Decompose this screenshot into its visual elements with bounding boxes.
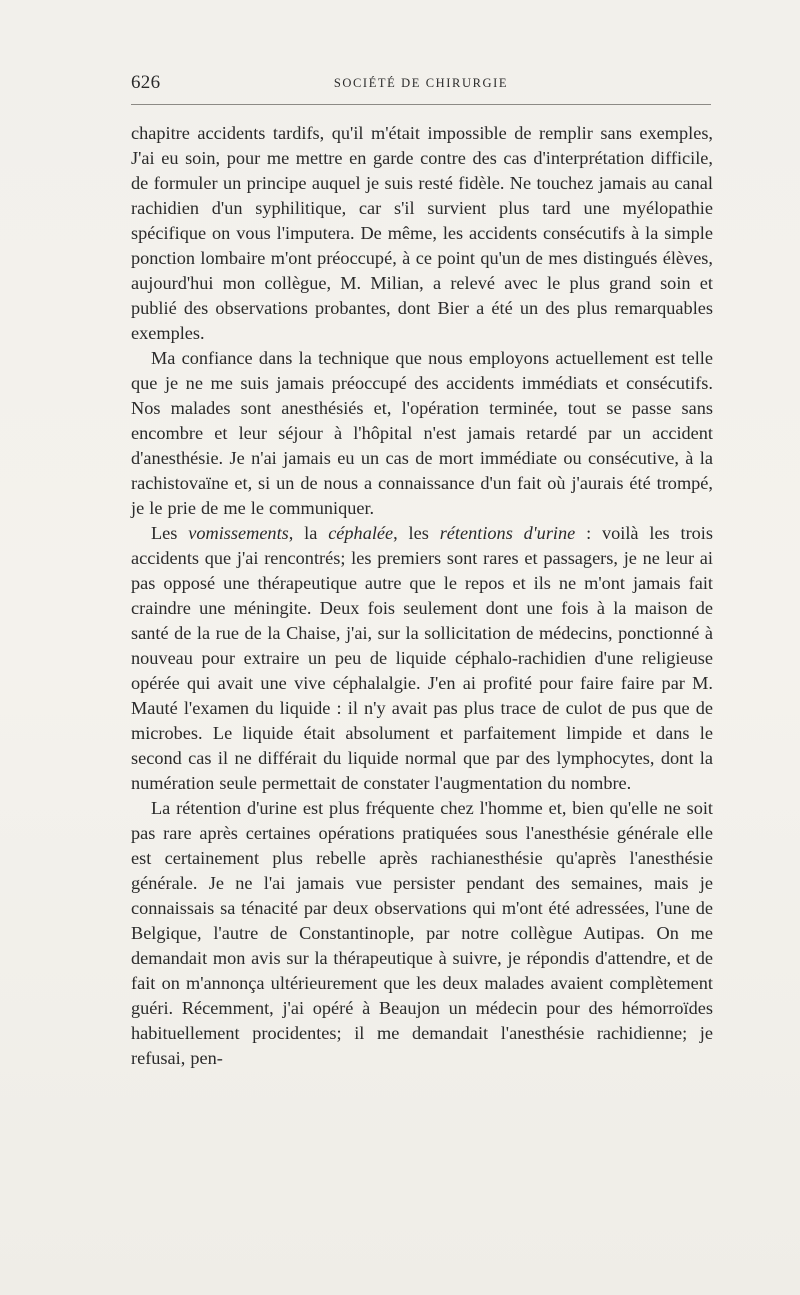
paragraph-2: Ma confiance dans la technique que nous employons actuellement est telle que je ne me suis jamais préoccupé des accidents immédiats et consécutifs. Nos malades sont anesthésiés et, l'opération terminée, tout se passe sans encombre et leur séjour à l'hôpital n'est jamais retardé par un accident d'anesthésie. Je n'ai jamais eu un cas de mort immédiate ou consécutive, à la rachistovaïne et, si un de nous a connaissance d'un fait où j'aurais été trompé, je le prie de me le communiquer. [131,348,713,518]
p3-emphasis-retentions: rétentions d'urine [439,523,576,543]
p3-rest: : voilà les trois accidents que j'ai rencontrés; les premiers sont rares et passagers, je ne leur ai pas opposé une thérapeutique autre que le repos et ils ne m'ont jamais fait craindre une méningite. Deux fois seulement dont une fois à la maison de santé de la rue de la Chaise, j'ai, sur la sollicitation de médecins, ponctionné à nouveau pour extraire un peu de liquide céphalo-rachidien d'une religieuse opérée qui avait une vive céphalalgie. J'en ai profité pour faire faire par M. Mauté l'examen du liquide : il n'y avait pas plus trace de culot de pus que de microbes. Le liquide était absolument et parfaitement limpide et dans le second cas il ne différait du liquide normal que par des lymphocytes, dont la numération seule permettait de constater l'augmentation du nombre. [131,523,713,793]
header-rule [131,104,711,105]
p3-emphasis-cephalee: céphalée [328,523,394,543]
running-title: SOCIÉTÉ DE CHIRURGIE [333,76,509,90]
paragraph-3 [131,521,713,796]
p3-mid-2: , les [393,523,429,543]
p3-emphasis-vomissements: vomissements [188,523,289,543]
p3-mid-1: , la [288,523,318,543]
page-number: 626 [131,72,161,93]
p3-lead: Les [151,523,178,543]
paragraph-4: La rétention d'urine est plus fréquente chez l'homme et, bien qu'elle ne soit pas rare après certaines opérations pratiquées sous l'anesthésie générale elle est certainement plus rebelle après rachianesthésie qu'après l'anesthésie générale. Je ne l'ai jamais vue persister pendant des semaines, mais je connaissais sa ténacité par deux observations qui m'ont été adressées, l'une de Belgique, l'autre de Constantinople, par notre collègue Autipas. On me demandait mon avis sur la thérapeutique à suivre, je répondis d'attendre, et de fait on m'annonça ultérieurement que les deux malades avaient complètement guéri. Récemment, j'ai opéré à Beaujon un médecin pour des hémorroïdes habituellement procidentes; il me demandait l'anesthésie rachidienne; je refusai, pen- [131,798,713,1068]
paragraph-1: chapitre accidents tardifs, qu'il m'était impossible de remplir sans exemples, J'ai eu soin, pour me mettre en garde contre des cas d'interprétation difficile, de formuler un principe auquel je suis resté fidèle. Ne touchez jamais au canal rachidien d'un syphilitique, car s'il survient plus tard une myélopathie spécifique on vous l'imputera. De même, les accidents consécutifs à la simple ponction lombaire m'ont préoccupé, à ce point qu'un de mes distingués élèves, aujourd'hui mon collègue, M. Milian, a relevé avec le plus grand soin et publié des observations probantes, dont Bier a été un des plus remarquables exemples. [131,123,713,343]
page-header [131,72,711,96]
body-text [131,121,713,1071]
